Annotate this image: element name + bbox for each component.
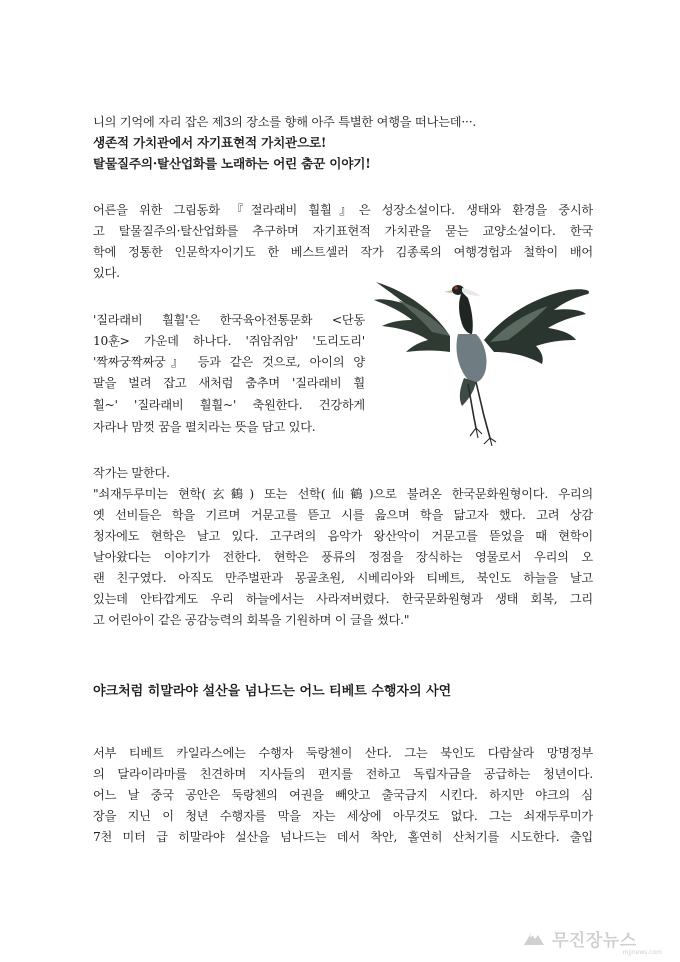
paragraph-line: 작가는 말한다. [93,466,170,480]
paragraph-line: "쇠재두루미는 현학(玄鶴) 또는 선학(仙鶴)으로 불려온 한국문화원형이다. 우리의 [93,487,593,501]
paragraph-line: 서부 티베트 카일라스에는 수행자 둑랑첸이 산다. 그는 북인도 다람살라 망명정부 [93,746,593,760]
crane-illustration [372,268,594,446]
paragraph-line: 자라나 맘껏 꿈을 펼치라는 뜻을 담고 있다. [93,420,316,434]
paragraph-line: 10훈> 가운데 하나다. '쥐암쥐암' '도리도리' [93,334,365,348]
paragraph-line: 랜 친구였다. 아직도 만주벌판과 몽골초원, 시베리아와 티베트, 북인도 하늘을 날고 [93,571,593,585]
paragraph-line: 옛 선비들은 학을 기르며 거문고를 뜯고 시를 읊으며 학을 닮고자 했다. 고려 상감 [93,508,593,522]
mountain-logo-icon [522,927,546,949]
paragraph-line: 어른을 위한 그림동화 『절라래비 훨훨』은 성장소설이다. 생태와 환경을 중시하 [93,203,593,217]
watermark-name: 무진장뉴스 [552,930,637,951]
news-watermark [522,926,668,950]
paragraph-line: 7천 미터 급 히말라야 설산을 넘나드는 데서 착안, 홀연히 산처기를 시도한다. 출입 [93,830,593,844]
intro-headline: 생존적 가치관에서 자기표현적 가치관으로! [93,136,327,150]
paragraph-line: '짝짜궁짝짜궁』 등과 같은 것으로, 아이의 양 [93,355,365,369]
paragraph-line: 팔을 벌려 잡고 새처럼 춤추며 '질라래비 훨 [93,376,365,390]
paragraph-line: 청자에도 현학은 날고 있다. 고구려의 음악가 왕산악이 거문고를 뜯었을 때 현학이 [93,529,593,543]
section-heading: 야크처럼 히말라야 설산을 넘나드는 어느 티베트 수행자의 사연 [93,684,452,699]
intro-line: 니의 기억에 자리 잡은 제3의 장소를 향해 아주 특별한 여행을 떠나는데···. [93,115,477,129]
watermark-url: mjjnews.com [622,949,662,956]
paragraph-line: 어느 날 중국 공안은 둑랑첸의 여권을 빼앗고 출국금지 시킨다. 하지만 야크의 심 [93,788,593,802]
paragraph-line: 날아왔다는 이야기가 전한다. 현학은 풍류의 정점을 장식하는 영물로서 우리의 오 [93,550,593,564]
paragraph-line: 장을 지닌 이 청년 수행자를 막을 자는 세상에 아무것도 없다. 그는 쇠재두루미가 [93,809,593,823]
paragraph-line: 있는데 안타깝게도 우리 하늘에서는 사라져버렸다. 한국문화원형과 생태 회복, 그리 [93,592,593,606]
paragraph-line: '질라래비 훨훨'은 한국육아전통문화 <단동 [93,313,365,327]
paragraph-line: 학에 정통한 인문학자이기도 한 베스트셀러 작가 김종록의 여행경험과 철학이 배어 [93,245,593,259]
paragraph-line: 있다. [93,266,120,280]
paragraph-line: 고 탈물질주의·탈산업화를 추구하며 자기표현적 가치관을 묻는 교양소설이다. 한국 [93,224,593,238]
intro-headline: 탈물질주의·탈산업화를 노래하는 어린 춤꾼 이야기! [93,157,371,171]
paragraph-line: 훨~' '질라래비 훨훨~' 축원한다. 건강하게 [93,398,365,412]
paragraph-line: 의 달라이라마를 친견하며 지사들의 편지를 전하고 독립자금을 공급하는 청년이다. [93,767,593,781]
paragraph-line: 고 어린아이 같은 공감능력의 회복을 기원하며 이 글을 썼다." [93,613,410,627]
